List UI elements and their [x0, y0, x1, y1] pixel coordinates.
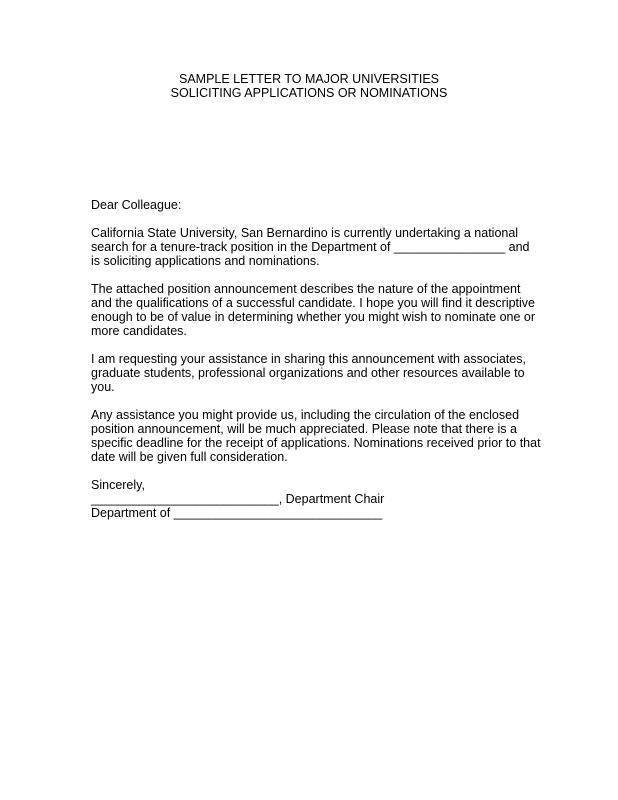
- letter-body: [91, 198, 551, 520]
- paragraph-line: enough to be of value in determining whether you might wish to nominate one or: [91, 310, 536, 324]
- paragraph-line: search for a tenure-track position in the Department of ________________ and: [91, 240, 530, 254]
- paragraph-line: and the qualifications of a successful candidate. I hope you will find it descriptive: [91, 296, 536, 310]
- paragraph-line: California State University, San Bernardino is currently undertaking a national: [91, 226, 519, 240]
- paragraph-2: [91, 282, 551, 338]
- paragraph-line: I am requesting your assistance in sharing this announcement with associates,: [91, 352, 526, 366]
- paragraph-line: is soliciting applications and nominations.: [91, 254, 320, 268]
- closing: Sincerely,: [91, 478, 145, 492]
- signature-line-department: Department of ______________________________: [91, 506, 383, 520]
- paragraph-line: The attached position announcement describes the nature of the appointment: [91, 282, 521, 296]
- paragraph-line: date will be given full consideration.: [91, 450, 288, 464]
- paragraph-4: [91, 408, 551, 464]
- paragraph-line: position announcement, will be much appreciated. Please note that there is a: [91, 422, 517, 436]
- letter-title-line-1: SAMPLE LETTER TO MAJOR UNIVERSITIES: [178, 72, 439, 86]
- paragraph-3: [91, 352, 551, 394]
- paragraph-1: [91, 226, 551, 268]
- paragraph-line: more candidates.: [91, 324, 187, 338]
- paragraph-line: specific deadline for the receipt of applications. Nominations received prior to that: [91, 436, 541, 450]
- signature-line-chair: ___________________________, Department Chair: [91, 492, 385, 506]
- letter-title-line-2: SOLICITING APPLICATIONS OR NOMINATIONS: [170, 86, 448, 100]
- paragraph-line: Any assistance you might provide us, including the circulation of the enclosed: [91, 408, 520, 422]
- salutation: Dear Colleague:: [91, 198, 182, 212]
- paragraph-line: you.: [91, 380, 115, 394]
- paragraph-line: graduate students, professional organizations and other resources available to: [91, 366, 525, 380]
